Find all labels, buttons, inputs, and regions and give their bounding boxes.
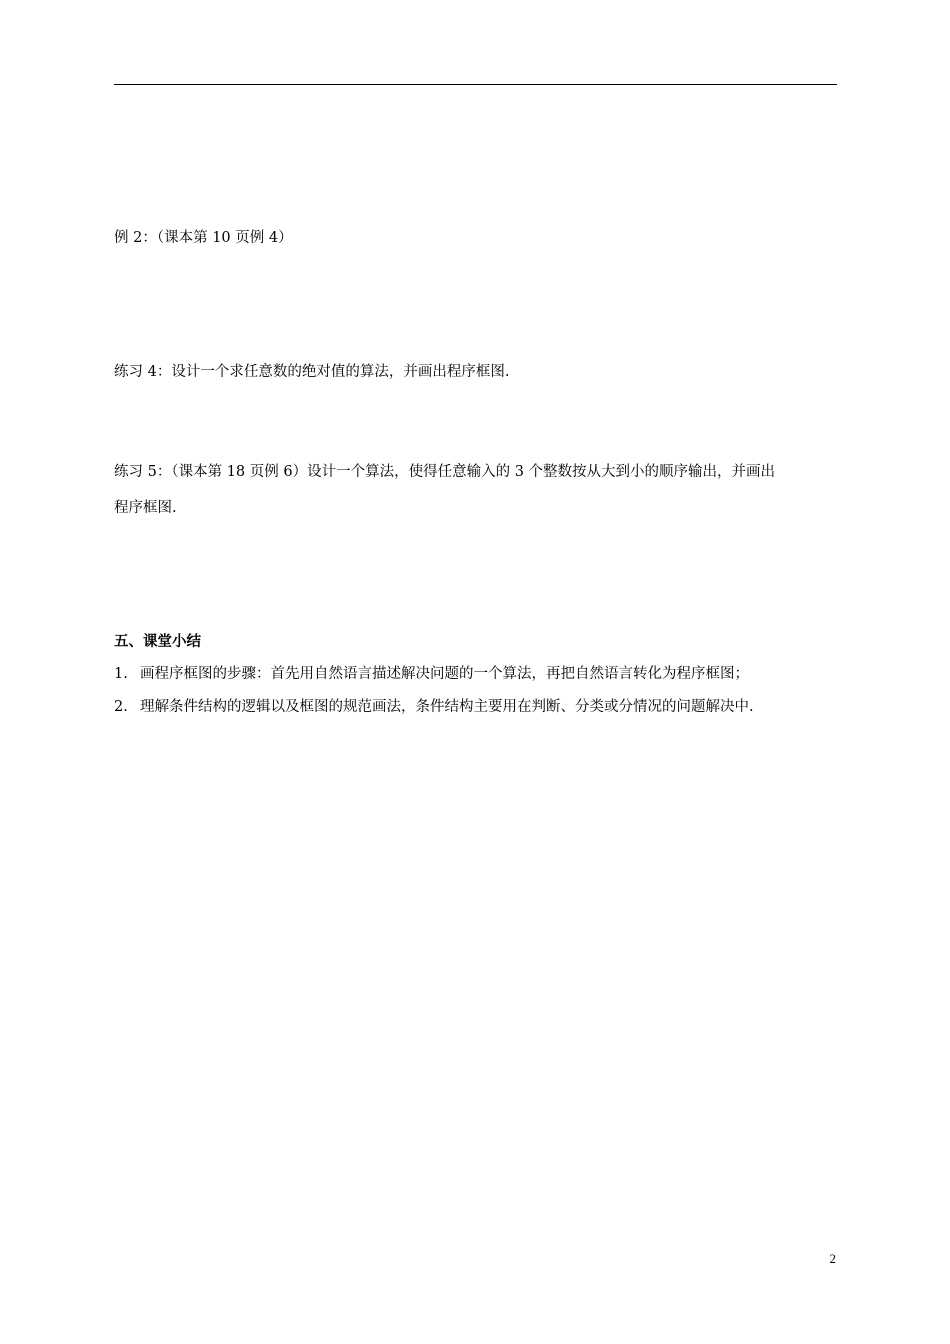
section-heading-summary: 五、课堂小结	[114, 633, 201, 650]
exercise-5-text-line-1: 练习 5：（课本第 18 页例 6）设计一个算法，使得任意输入的 3 个整数按从大到小的顺序输出，并画出	[114, 464, 776, 480]
summary-item-2	[114, 697, 754, 717]
example-2-text: 例 2：（课本第 10 页例 4）	[114, 230, 293, 246]
page-number: 2	[829, 1251, 836, 1266]
summary-item-text: 理解条件结构的逻辑以及框图的规范画法，条件结构主要用在判断、分类或分情况的问题解决中.	[140, 699, 754, 715]
exercise-5-text-line-2: 程序框图.	[114, 500, 177, 516]
summary-item-number: 1.	[114, 666, 128, 682]
summary-item-1	[114, 664, 749, 684]
summary-item-text: 画程序框图的步骤：首先用自然语言描述解决问题的一个算法，再把自然语言转化为程序框图；	[140, 666, 749, 682]
exercise-4-text: 练习 4：设计一个求任意数的绝对值的算法，并画出程序框图.	[114, 364, 510, 380]
summary-item-number: 2.	[114, 699, 128, 715]
header-rule	[114, 84, 837, 85]
